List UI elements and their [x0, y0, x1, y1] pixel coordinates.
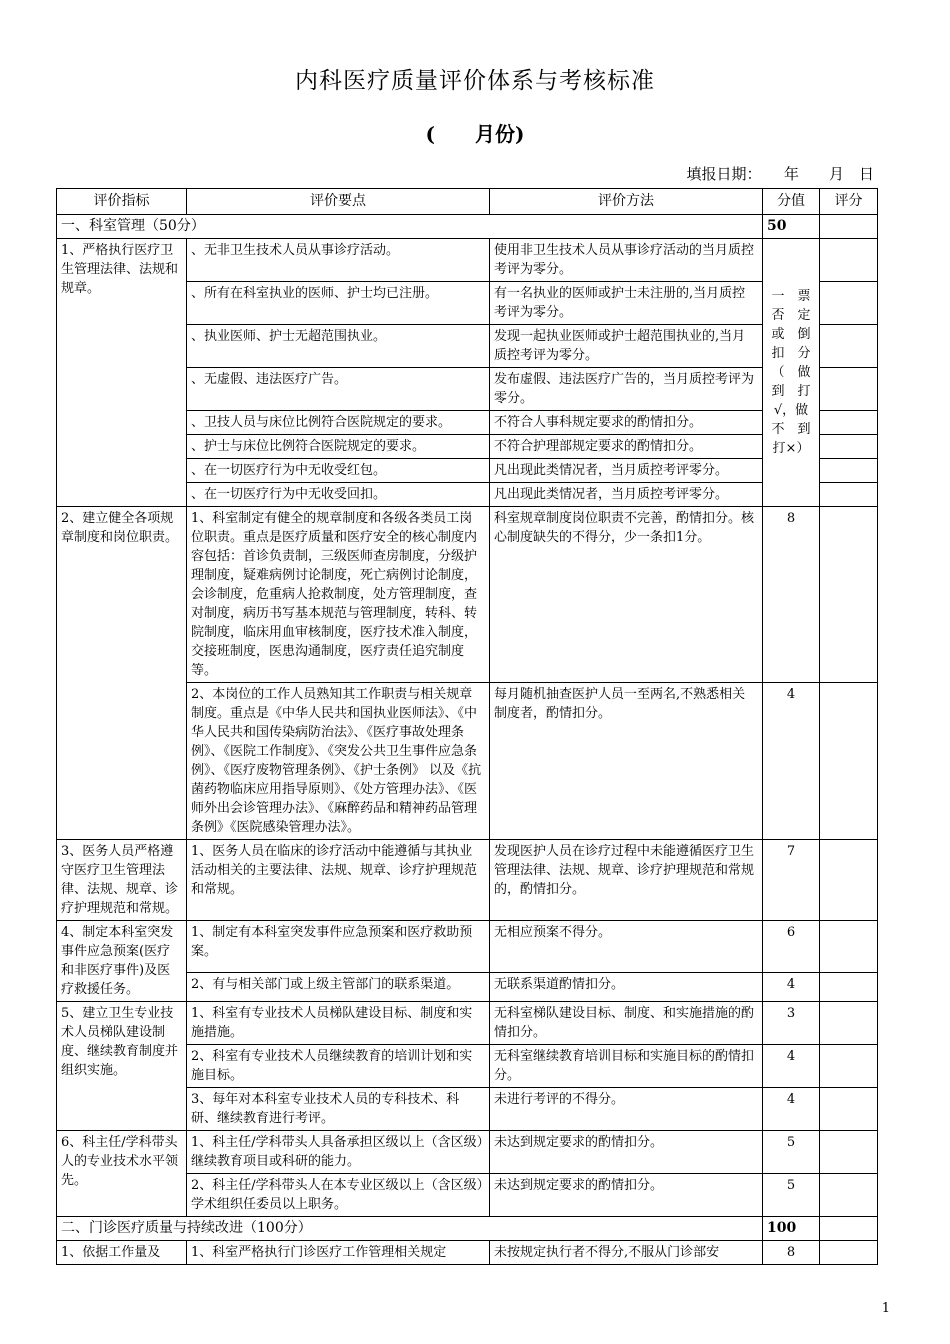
- rating-cell[interactable]: [820, 483, 878, 507]
- point-cell: 1、科室制定有健全的规章制度和各级各类员工岗位职责。重点是医疗质量和医疗安全的核心制度内容包括：首诊负责制，三级医师查房制度，分级护理制度，疑难病例讨论制度，死亡病例讨论制度，会诊制度，危重病人抢救制度，处方管理制度，查对制度，病历书写基本规范与管理制度，转科、转院制度，临床用血审核制度，医疗技术准入制度，交接班制度，医患沟通制度，医疗责任追究制度等。: [187, 507, 490, 683]
- method-cell: 未按规定执行者不得分,不服从门诊部安: [490, 1241, 763, 1265]
- method-cell: 发现医护人员在诊疗过程中未能遵循医疗卫生管理法律、法规、规章、诊疗护理规范和常规的，酌情扣分。: [490, 840, 763, 921]
- rating-cell[interactable]: [820, 459, 878, 483]
- rating-cell[interactable]: [820, 435, 878, 459]
- point-cell: 、护士与床位比例符合医院规定的要求。: [187, 435, 490, 459]
- point-cell: 2、本岗位的工作人员熟知其工作职责与相关规章制度。重点是《中华人民共和国执业医师法》、《中华人民共和国传染病防治法》、《医疗事故处理条例》、《医院工作制度》、《突发公共卫生事件应急条例》、《医疗废物管理条例》、《护士条例》 以及《抗菌药物临床应用指导原则》、《处方管理办法》、《医师外出会诊管理办法》、《麻醉药品和精神药品管理条例》《医院感染管理办法》。: [187, 683, 490, 840]
- table-row: [57, 507, 878, 683]
- rating-cell[interactable]: [820, 411, 878, 435]
- method-cell: 每月随机抽查医护人员一至两名,不熟悉相关制度者，酌情扣分。: [490, 683, 763, 840]
- rating-cell[interactable]: [820, 972, 878, 1001]
- score-cell: 7: [763, 840, 820, 921]
- method-cell: 无相应预案不得分。: [490, 921, 763, 973]
- method-cell: 凡出现此类情况者，当月质控考评零分。: [490, 459, 763, 483]
- header-rating: 评分: [820, 189, 878, 215]
- rating-cell[interactable]: [820, 921, 878, 973]
- table-row: [57, 1002, 878, 1045]
- indicator-cell: 1、严格执行医疗卫生管理法律、法规和规章。: [57, 239, 187, 507]
- point-cell: 1、科主任/学科带头人具备承担区级以上（含区级）继续教育项目或科研的能力。: [187, 1131, 490, 1174]
- month-subtitle: ( 月份): [425, 122, 525, 146]
- page-number: 1: [881, 1301, 890, 1316]
- rating-cell[interactable]: [820, 1045, 878, 1088]
- score-cell: 4: [763, 1088, 820, 1131]
- rating-cell[interactable]: [820, 1174, 878, 1217]
- point-cell: 、在一切医疗行为中无收受红包。: [187, 459, 490, 483]
- score-cell: 4: [763, 1045, 820, 1088]
- rating-cell[interactable]: [820, 325, 878, 368]
- rating-cell[interactable]: [820, 683, 878, 840]
- rating-cell[interactable]: [820, 1217, 878, 1241]
- method-cell: 发布虚假、违法医疗广告的，当月质控考评为零分。: [490, 368, 763, 411]
- score-cell: 8: [763, 1241, 820, 1265]
- method-cell: 无联系渠道酌情扣分。: [490, 972, 763, 1001]
- point-cell: 、执业医师、护士无超范围执业。: [187, 325, 490, 368]
- point-cell: 1、医务人员在临床的诊疗活动中能遵循与其执业活动相关的主要法律、法规、规章、诊疗护理规范和常规。: [187, 840, 490, 921]
- indicator-cell: 5、建立卫生专业技术人员梯队建设制度、继续教育制度并组织实施。: [57, 1002, 187, 1131]
- method-cell: 不符合人事科规定要求的酌情扣分。: [490, 411, 763, 435]
- rating-cell[interactable]: [820, 1241, 878, 1265]
- header-method: 评价方法: [490, 189, 763, 215]
- point-cell: 、在一切医疗行为中无收受回扣。: [187, 483, 490, 507]
- point-cell: 、所有在科室执业的医师、护士均已注册。: [187, 282, 490, 325]
- rating-cell[interactable]: [820, 1131, 878, 1174]
- method-cell: 使用非卫生技术人员从事诊疗活动的当月质控考评为零分。: [490, 239, 763, 282]
- method-cell: 无科室梯队建设目标、制度、和实施措施的酌情扣分。: [490, 1002, 763, 1045]
- section-row: [57, 1217, 878, 1241]
- score-cell: 5: [763, 1174, 820, 1217]
- method-cell: 凡出现此类情况者，当月质控考评零分。: [490, 483, 763, 507]
- header-points: 评价要点: [187, 189, 490, 215]
- indicator-cell: 6、科主任/学科带头人的专业技术水平领先。: [57, 1131, 187, 1217]
- veto-note: 一 票 否 定 或 倒 扣 分 （ 做 到 打 √，做 不 到 打×）: [763, 239, 820, 507]
- method-cell: 有一名执业的医师或护士未注册的,当月质控考评为零分。: [490, 282, 763, 325]
- document-title: 内科医疗质量评价体系与考核标准: [295, 68, 655, 94]
- method-cell: 不符合护理部规定要求的酌情扣分。: [490, 435, 763, 459]
- indicator-cell: 3、医务人员严格遵守医疗卫生管理法律、法规、规章、诊疗护理规范和常规。: [57, 840, 187, 921]
- section-score: 50: [763, 215, 820, 239]
- point-cell: 2、科室有专业技术人员继续教育的培训计划和实施目标。: [187, 1045, 490, 1088]
- score-cell: 4: [763, 683, 820, 840]
- table-row: [57, 840, 878, 921]
- indicator-cell: 1、依据工作量及: [57, 1241, 187, 1265]
- point-cell: 2、有与相关部门或上级主管部门的联系渠道。: [187, 972, 490, 1001]
- section-score: 100: [763, 1217, 820, 1241]
- indicator-cell: 4、制定本科室突发事件应急预案(医疗和非医疗事件)及医疗救援任务。: [57, 921, 187, 1002]
- table-row: [57, 921, 878, 973]
- table-row: [57, 1241, 878, 1265]
- score-cell: 8: [763, 507, 820, 683]
- header-score: 分值: [763, 189, 820, 215]
- rating-cell[interactable]: [820, 1002, 878, 1045]
- table-row: [57, 239, 878, 282]
- rating-cell[interactable]: [820, 282, 878, 325]
- evaluation-table: [56, 188, 878, 1265]
- method-cell: 未达到规定要求的酌情扣分。: [490, 1131, 763, 1174]
- rating-cell[interactable]: [820, 507, 878, 683]
- section-row: [57, 215, 878, 239]
- rating-cell[interactable]: [820, 840, 878, 921]
- rating-cell[interactable]: [820, 368, 878, 411]
- indicator-cell: 2、建立健全各项规章制度和岗位职责。: [57, 507, 187, 840]
- score-cell: 5: [763, 1131, 820, 1174]
- point-cell: 、无非卫生技术人员从事诊疗活动。: [187, 239, 490, 282]
- method-cell: 发现一起执业医师或护士超范围执业的,当月质控考评为零分。: [490, 325, 763, 368]
- header-row: [57, 189, 878, 215]
- table-row: [57, 1131, 878, 1174]
- score-cell: 6: [763, 921, 820, 973]
- rating-cell[interactable]: [820, 239, 878, 282]
- point-cell: 、卫技人员与床位比例符合医院规定的要求。: [187, 411, 490, 435]
- section-label: 二、门诊医疗质量与持续改进（100分）: [57, 1217, 763, 1241]
- method-cell: 无科室继续教育培训目标和实施目标的酌情扣分。: [490, 1045, 763, 1088]
- method-cell: 未进行考评的不得分。: [490, 1088, 763, 1131]
- rating-cell[interactable]: [820, 1088, 878, 1131]
- method-cell: 科室规章制度岗位职责不完善，酌情扣分。核心制度缺失的不得分，少一条扣1分。: [490, 507, 763, 683]
- score-cell: 4: [763, 972, 820, 1001]
- method-cell: 未达到规定要求的酌情扣分。: [490, 1174, 763, 1217]
- point-cell: 3、每年对本科室专业技术人员的专科技术、科研、继续教育进行考评。: [187, 1088, 490, 1131]
- point-cell: 1、科室严格执行门诊医疗工作管理相关规定: [187, 1241, 490, 1265]
- point-cell: 2、科主任/学科带头人在本专业区级以上（含区级）学术组织任委员以上职务。: [187, 1174, 490, 1217]
- point-cell: 1、制定有本科室突发事件应急预案和医疗救助预案。: [187, 921, 490, 973]
- header-indicator: 评价指标: [57, 189, 187, 215]
- rating-cell[interactable]: [820, 215, 878, 239]
- point-cell: 1、科室有专业技术人员梯队建设目标、制度和实施措施。: [187, 1002, 490, 1045]
- score-cell: 3: [763, 1002, 820, 1045]
- fill-date: 填报日期： 年 月 日: [686, 165, 874, 183]
- section-label: 一、科室管理（50分）: [57, 215, 763, 239]
- point-cell: 、无虚假、违法医疗广告。: [187, 368, 490, 411]
